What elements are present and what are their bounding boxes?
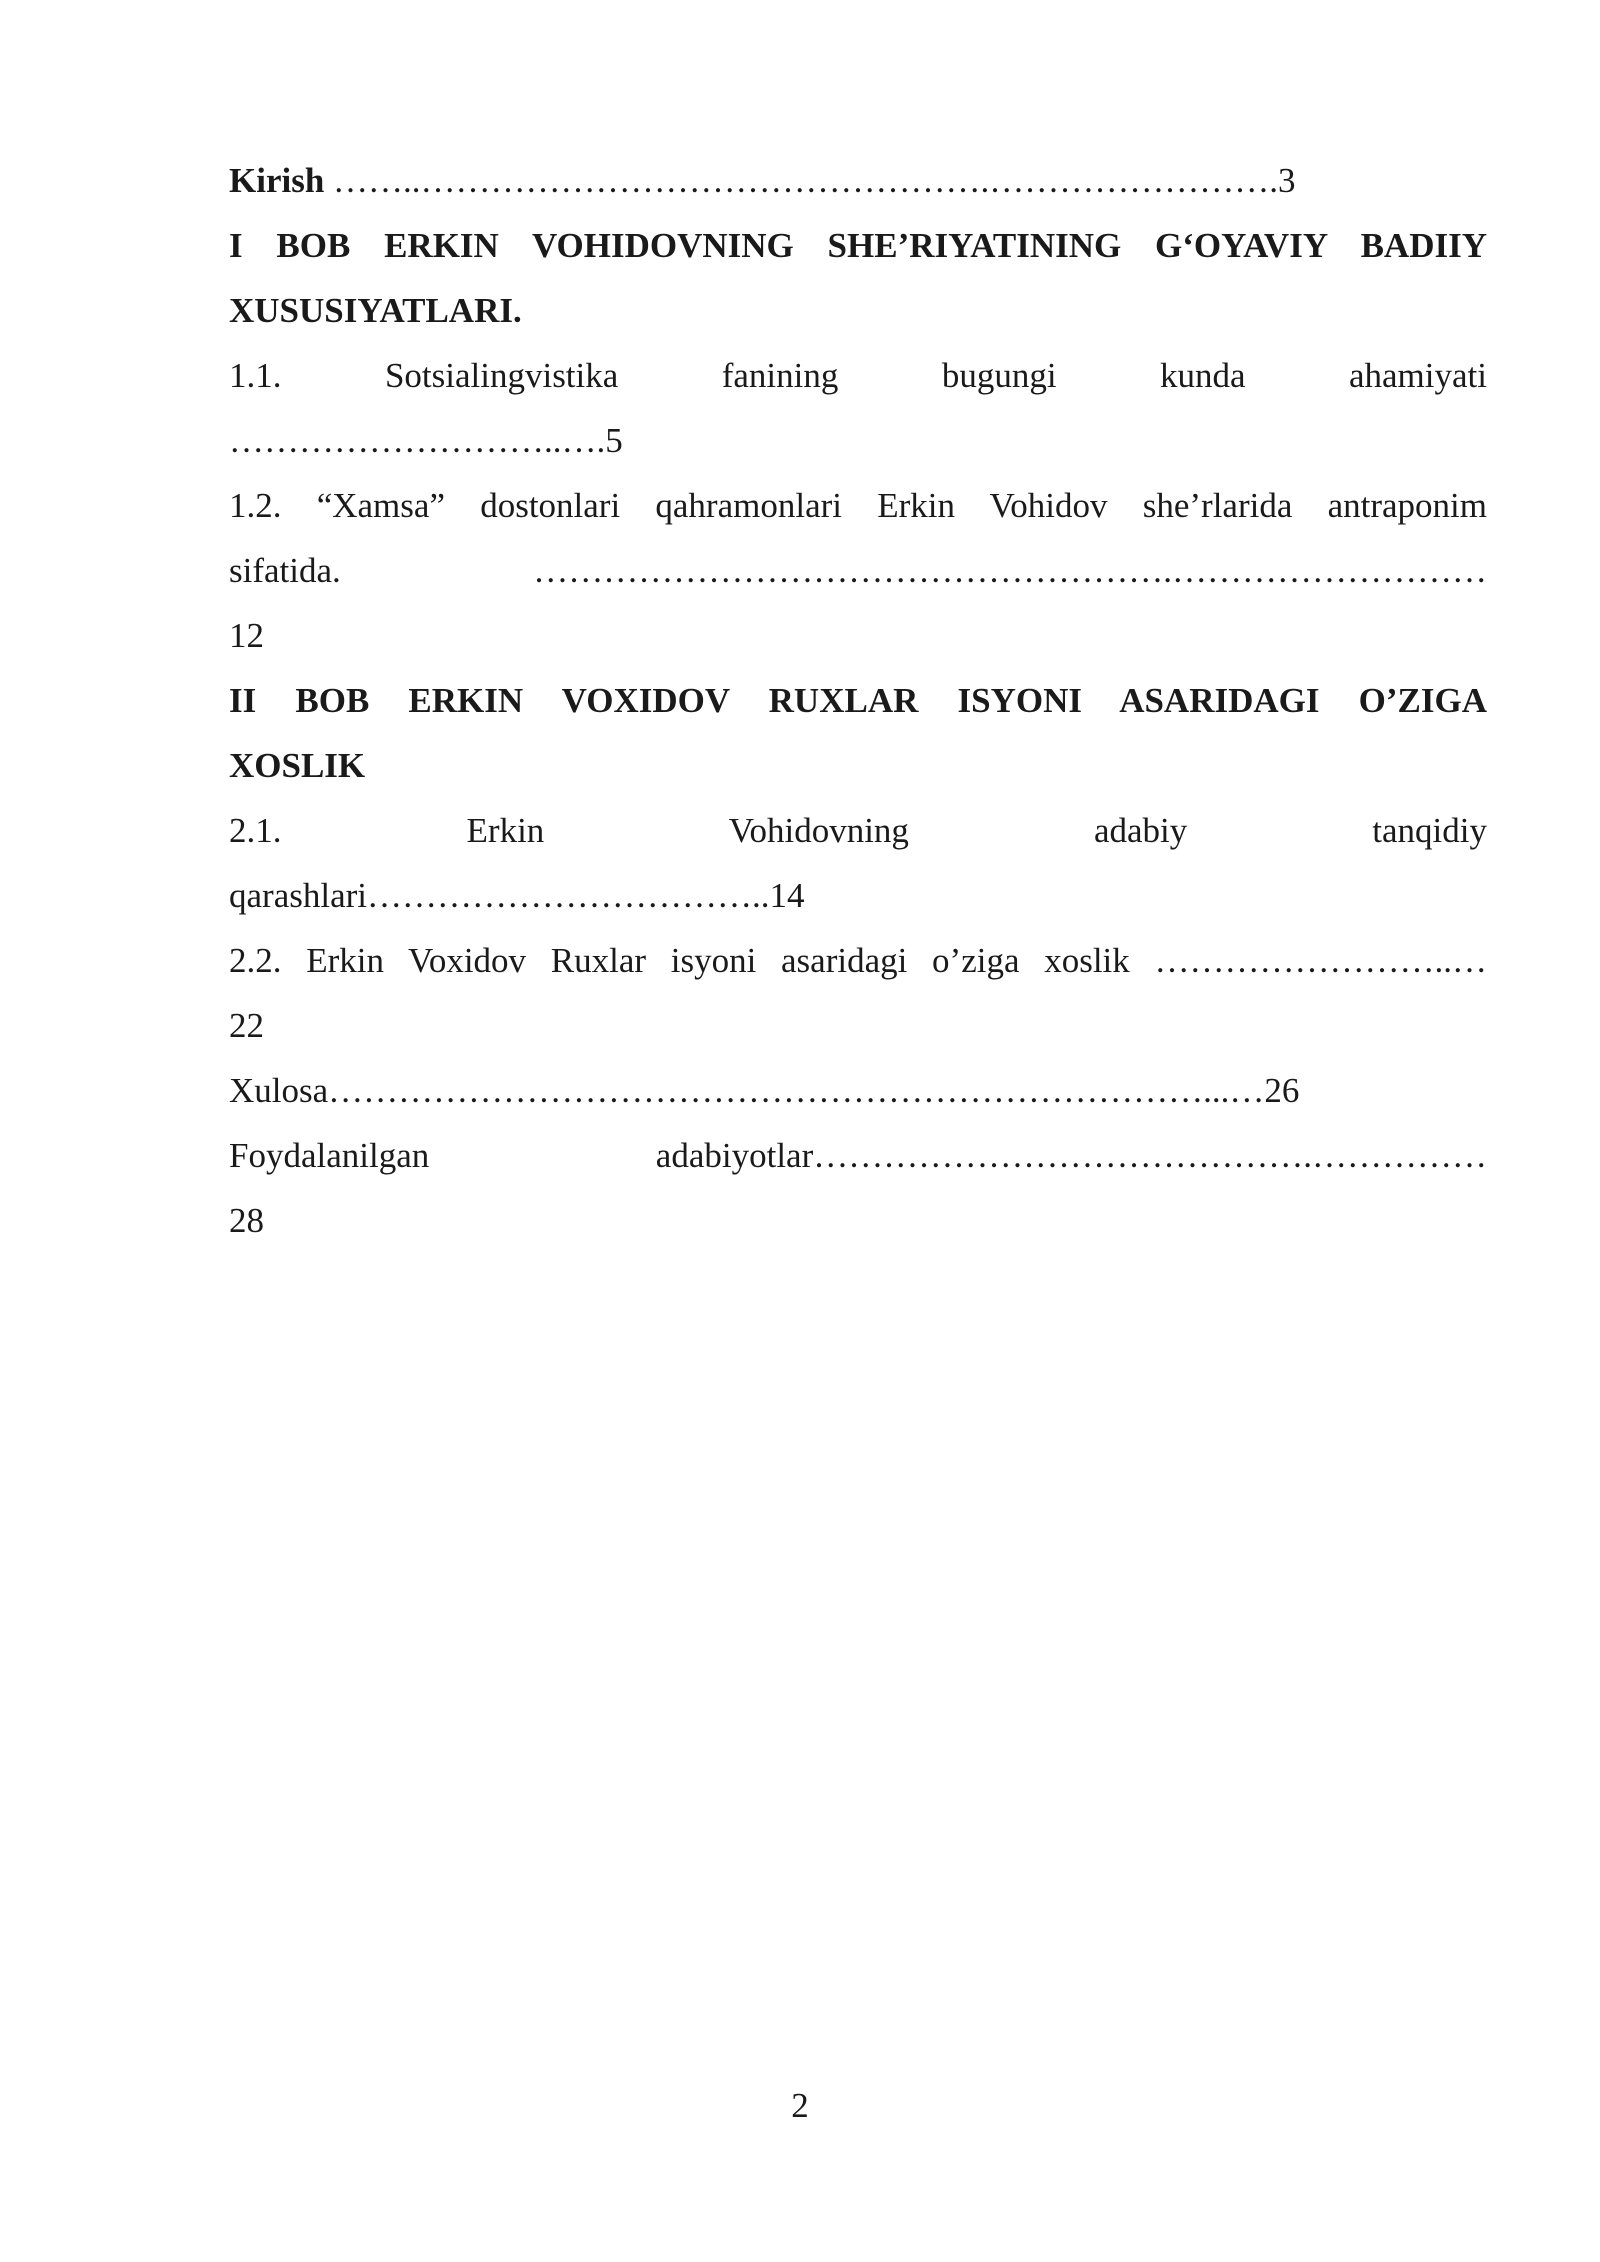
toc-intro-leader: ……..………………………………………….…………………….3 <box>324 161 1296 200</box>
toc-intro-label: Kirish <box>229 161 325 200</box>
toc-section-2-2: 2.2. Erkin Voxidov Ruxlar isyoni asaridagi o’ziga xoslik ……………………..… <box>229 941 1487 980</box>
toc-section-2-1-cont: qarashlari……………………………..14 <box>229 876 805 915</box>
toc-conclusion: Xulosa…………………………………………………………………...…26 <box>229 1071 1300 1110</box>
toc-references-page: 28 <box>229 1201 264 1240</box>
table-of-contents <box>229 148 1487 1253</box>
toc-section-1-1-leader: ………………………..….5 <box>229 421 623 460</box>
toc-section-1-2-page: 12 <box>229 616 264 655</box>
toc-references: Foydalanilgan adabiyotlar…………………………………….…………… <box>229 1136 1487 1175</box>
page-number: 2 <box>791 2086 809 2125</box>
toc-section-2-1: 2.1. Erkin Vohidovning adabiy tanqidiy <box>229 811 1487 850</box>
toc-section-1-2-cont: sifatida. ……………………………………………….……………………… <box>229 551 1487 590</box>
toc-chapter-2-heading-cont: XOSLIK <box>229 746 366 785</box>
toc-chapter-2-heading: II BOB ERKIN VOXIDOV RUXLAR ISYONI ASARIDAGI O’ZIGA <box>229 681 1487 720</box>
toc-chapter-1-heading: I BOB ERKIN VOHIDOVNING SHE’RIYATINING G‘OYAVIY BADIIY <box>229 226 1487 265</box>
toc-entry-intro <box>229 148 1487 213</box>
toc-chapter-1-heading-cont: XUSUSIYATLARI. <box>229 291 522 330</box>
toc-section-1-2: 1.2. “Xamsa” dostonlari qahramonlari Erkin Vohidov she’rlarida antraponim <box>229 486 1487 525</box>
toc-section-2-2-page: 22 <box>229 1006 264 1045</box>
toc-section-1-1: 1.1. Sotsialingvistika fanining bugungi kunda ahamiyati <box>229 356 1487 395</box>
